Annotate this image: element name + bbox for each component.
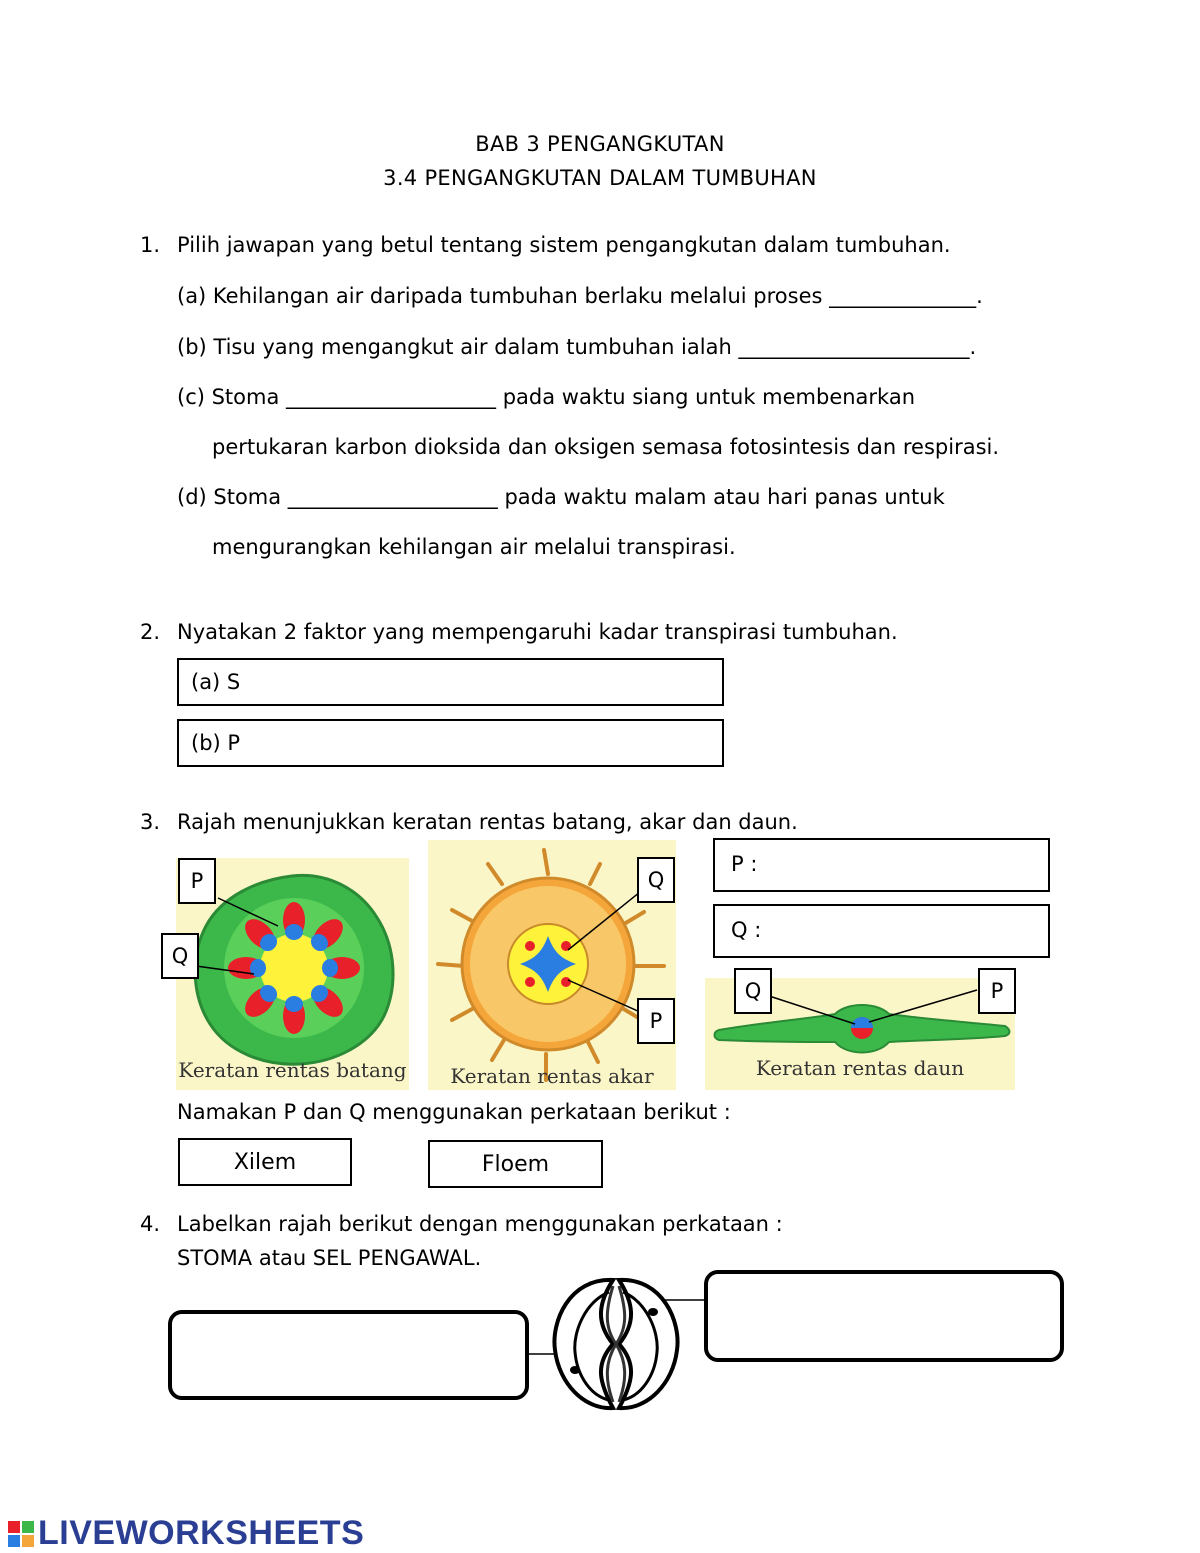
q4-label-box-left[interactable]	[168, 1310, 529, 1400]
q3-text: Rajah menunjukkan keratan rentas batang, akar dan daun.	[177, 810, 798, 834]
stem-label-p: P	[178, 858, 216, 904]
q2b-answer-box[interactable]	[177, 719, 724, 767]
q1-number: 1.	[140, 233, 161, 257]
worksheet-chapter-title: BAB 3 PENGANGKUTAN	[475, 132, 725, 156]
q1c-text-line1: (c) Stoma ____________________ pada waktu siang untuk membenarkan	[177, 385, 916, 409]
q1-text: Pilih jawapan yang betul tentang sistem pengangkutan dalam tumbuhan.	[177, 233, 951, 257]
q2-number: 2.	[140, 620, 161, 644]
leaf-label-p: P	[978, 968, 1016, 1014]
leaf-label-q: Q	[734, 968, 772, 1014]
stem-caption: Keratan rentas batang	[178, 1058, 407, 1082]
answer-box-p[interactable]	[713, 838, 1050, 892]
q1a-text: (a) Kehilangan air daripada tumbuhan berlaku melalui proses ______________.	[177, 284, 983, 308]
q3-instruction: Namakan P dan Q menggunakan perkataan berikut :	[177, 1100, 731, 1124]
answer-box-q-label: Q :	[731, 918, 762, 942]
q4-label-box-right[interactable]	[704, 1270, 1064, 1362]
q2b-label: (b) P	[191, 731, 241, 755]
q1d-text-line2: mengurangkan kehilangan air melalui transpirasi.	[212, 535, 736, 559]
liveworksheets-logo	[8, 1514, 364, 1553]
word-option-floem[interactable]: Floem	[428, 1140, 603, 1188]
q4-number: 4.	[140, 1212, 161, 1236]
stem-label-q: Q	[161, 933, 199, 979]
q4-text-line2: STOMA atau SEL PENGAWAL.	[177, 1246, 482, 1270]
liveworksheets-logo-text: LIVEWORKSHEETS	[38, 1514, 365, 1552]
answer-box-p-label: P :	[731, 852, 758, 876]
word-option-xilem[interactable]: Xilem	[178, 1138, 352, 1186]
q2-text: Nyatakan 2 faktor yang mempengaruhi kadar transpirasi tumbuhan.	[177, 620, 898, 644]
stoma-guard-cell-diagram	[529, 1272, 705, 1414]
root-label-p: P	[637, 998, 675, 1044]
root-label-q: Q	[637, 857, 675, 903]
q2a-answer-box[interactable]	[177, 658, 724, 706]
q1c-text-line2: pertukaran karbon dioksida dan oksigen semasa fotosintesis dan respirasi.	[212, 435, 1000, 459]
q3-number: 3.	[140, 810, 161, 834]
worksheet-section-title: 3.4 PENGANGKUTAN DALAM TUMBUHAN	[383, 166, 817, 190]
q1d-text-line1: (d) Stoma ____________________ pada waktu malam atau hari panas untuk	[177, 485, 945, 509]
leaf-caption: Keratan rentas daun	[755, 1056, 965, 1080]
q4-text-line1: Labelkan rajah berikut dengan menggunakan perkataan :	[177, 1212, 783, 1236]
root-caption: Keratan rentas akar	[450, 1064, 654, 1088]
answer-box-q[interactable]	[713, 904, 1050, 958]
liveworksheets-logo-icon	[8, 1519, 36, 1549]
q1b-text: (b) Tisu yang mengangkut air dalam tumbuhan ialah ______________________.	[177, 335, 977, 359]
q2a-label: (a) S	[191, 670, 241, 694]
